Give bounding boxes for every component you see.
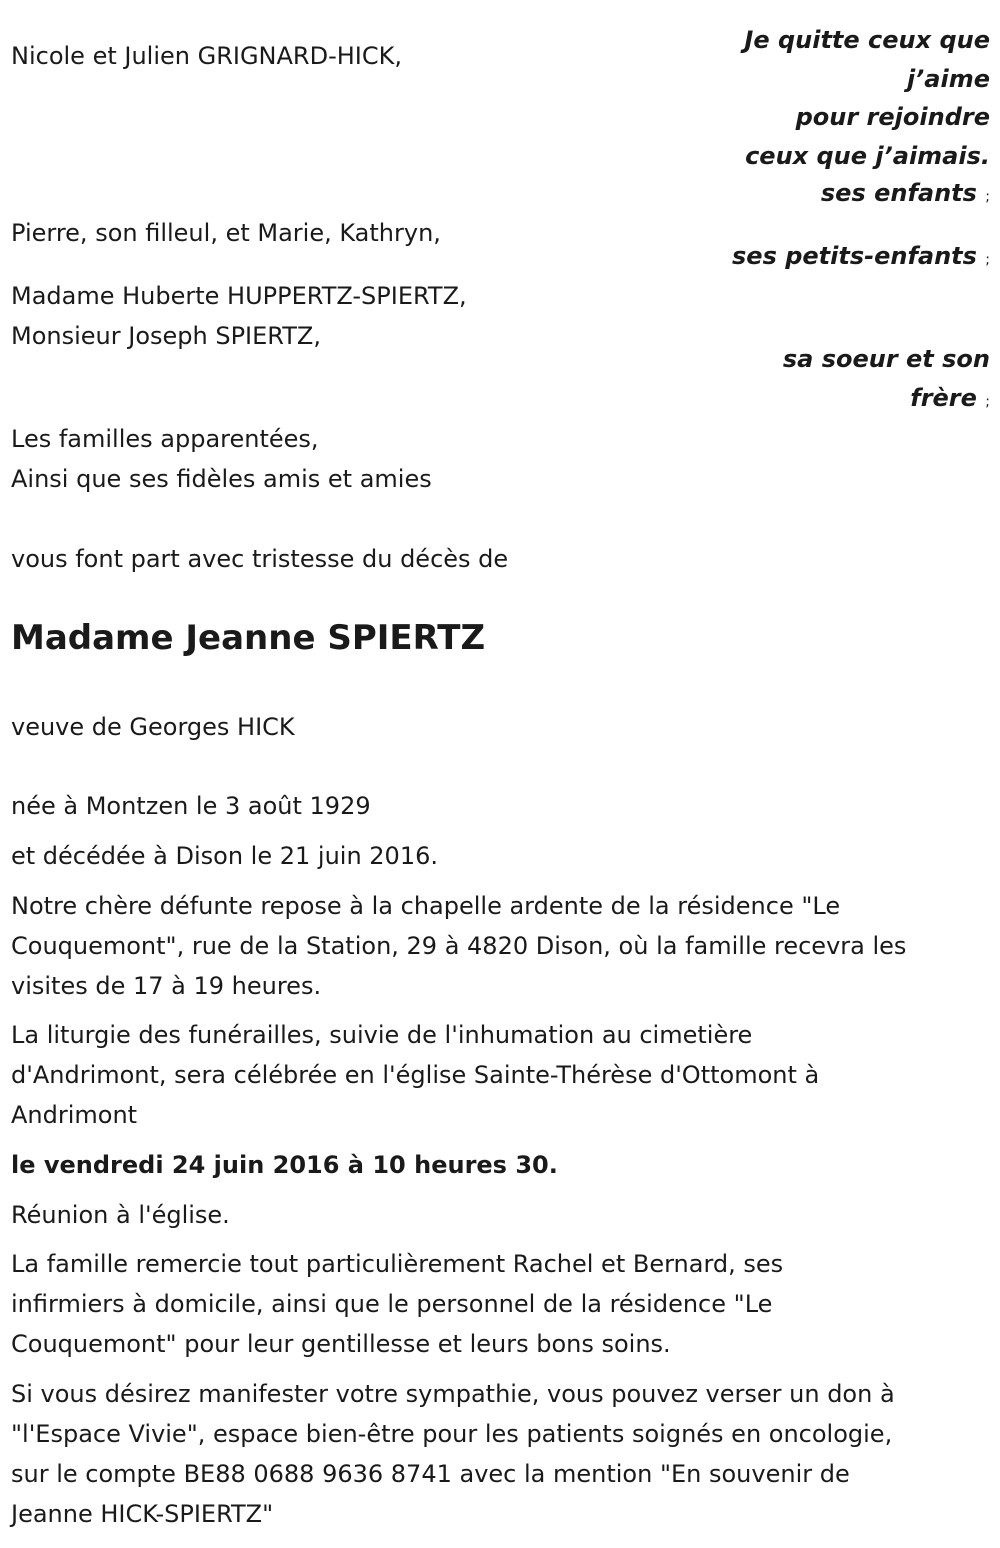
- paragraph-line: Couquemont", rue de la Station, 29 à 4820 Dison, où la famille recevra les: [11, 932, 907, 960]
- role-children: [821, 174, 990, 217]
- paragraph-line: "l'Espace Vivie", espace bien-être pour les patients soignés en oncologie,: [11, 1420, 893, 1448]
- role-grandchildren: [732, 237, 990, 280]
- paragraph-line: Notre chère défunte repose à la chapelle ardente de la résidence "Le: [11, 892, 841, 920]
- widow-of: veuve de Georges HICK: [11, 713, 295, 741]
- family-line-relatives: Les familles apparentées,: [11, 425, 319, 453]
- paragraph-line: Andrimont: [11, 1101, 138, 1129]
- family-line-grandchildren: Pierre, son filleul, et Marie, Kathryn,: [11, 219, 441, 247]
- role-siblings-semicolon: ;: [985, 394, 990, 410]
- death-info: et décédée à Dison le 21 juin 2016.: [11, 842, 438, 870]
- birth-info: née à Montzen le 3 août 1929: [11, 792, 371, 820]
- paragraph-line: visites de 17 à 19 heures.: [11, 972, 322, 1000]
- paragraph-line: infirmiers à domicile, ainsi que le personnel de la résidence "Le: [11, 1290, 773, 1318]
- paragraph-line: Si vous désirez manifester votre sympathie, vous pouvez verser un don à: [11, 1380, 895, 1408]
- role-children-label: ses enfants: [820, 179, 977, 207]
- funeral-date: le vendredi 24 juin 2016 à 10 heures 30.: [11, 1151, 558, 1179]
- poem-line-2: j’aime: [906, 65, 990, 93]
- family-line-brother: Monsieur Joseph SPIERTZ,: [11, 322, 321, 350]
- poem-line-4: ceux que j’aimais.: [745, 142, 990, 170]
- poem-line-1: Je quitte ceux que: [744, 26, 990, 54]
- poem-line-3: pour rejoindre: [795, 103, 990, 131]
- role-siblings-line-1: sa soeur et son: [782, 345, 990, 373]
- role-grandchildren-semicolon: ;: [985, 252, 990, 268]
- paragraph-line: Jeanne HICK-SPIERTZ": [11, 1500, 274, 1528]
- family-line-sister: Madame Huberte HUPPERTZ-SPIERTZ,: [11, 282, 467, 310]
- visitation-paragraph: [11, 886, 993, 1006]
- paragraph-line: La liturgie des funérailles, suivie de l'inhumation au cimetière: [11, 1021, 753, 1049]
- family-line-friends: Ainsi que ses fidèles amis et amies: [11, 465, 432, 493]
- role-grandchildren-label: ses petits-enfants: [732, 242, 977, 270]
- role-siblings-line-2: [910, 379, 990, 422]
- donation-paragraph: [11, 1374, 993, 1534]
- paragraph-line: sur le compte BE88 0688 9636 8741 avec la mention "En souvenir de: [11, 1460, 850, 1488]
- role-siblings-label: frère: [910, 384, 977, 412]
- paragraph-line: Couquemont" pour leur gentillesse et leurs bons soins.: [11, 1330, 671, 1358]
- paragraph-line: d'Andrimont, sera célébrée en l'église Sainte-Thérèse d'Ottomont à: [11, 1061, 820, 1089]
- announcement-intro: vous font part avec tristesse du décès de: [11, 545, 509, 573]
- funeral-paragraph: [11, 1015, 993, 1135]
- paragraph-line: La famille remercie tout particulièrement Rachel et Bernard, ses: [11, 1250, 784, 1278]
- thanks-paragraph: [11, 1244, 993, 1364]
- meeting-info: Réunion à l'église.: [11, 1201, 230, 1229]
- family-line-children: Nicole et Julien GRIGNARD-HICK,: [11, 42, 402, 70]
- deceased-name: Madame Jeanne SPIERTZ: [11, 618, 486, 658]
- role-children-semicolon: ;: [985, 189, 990, 205]
